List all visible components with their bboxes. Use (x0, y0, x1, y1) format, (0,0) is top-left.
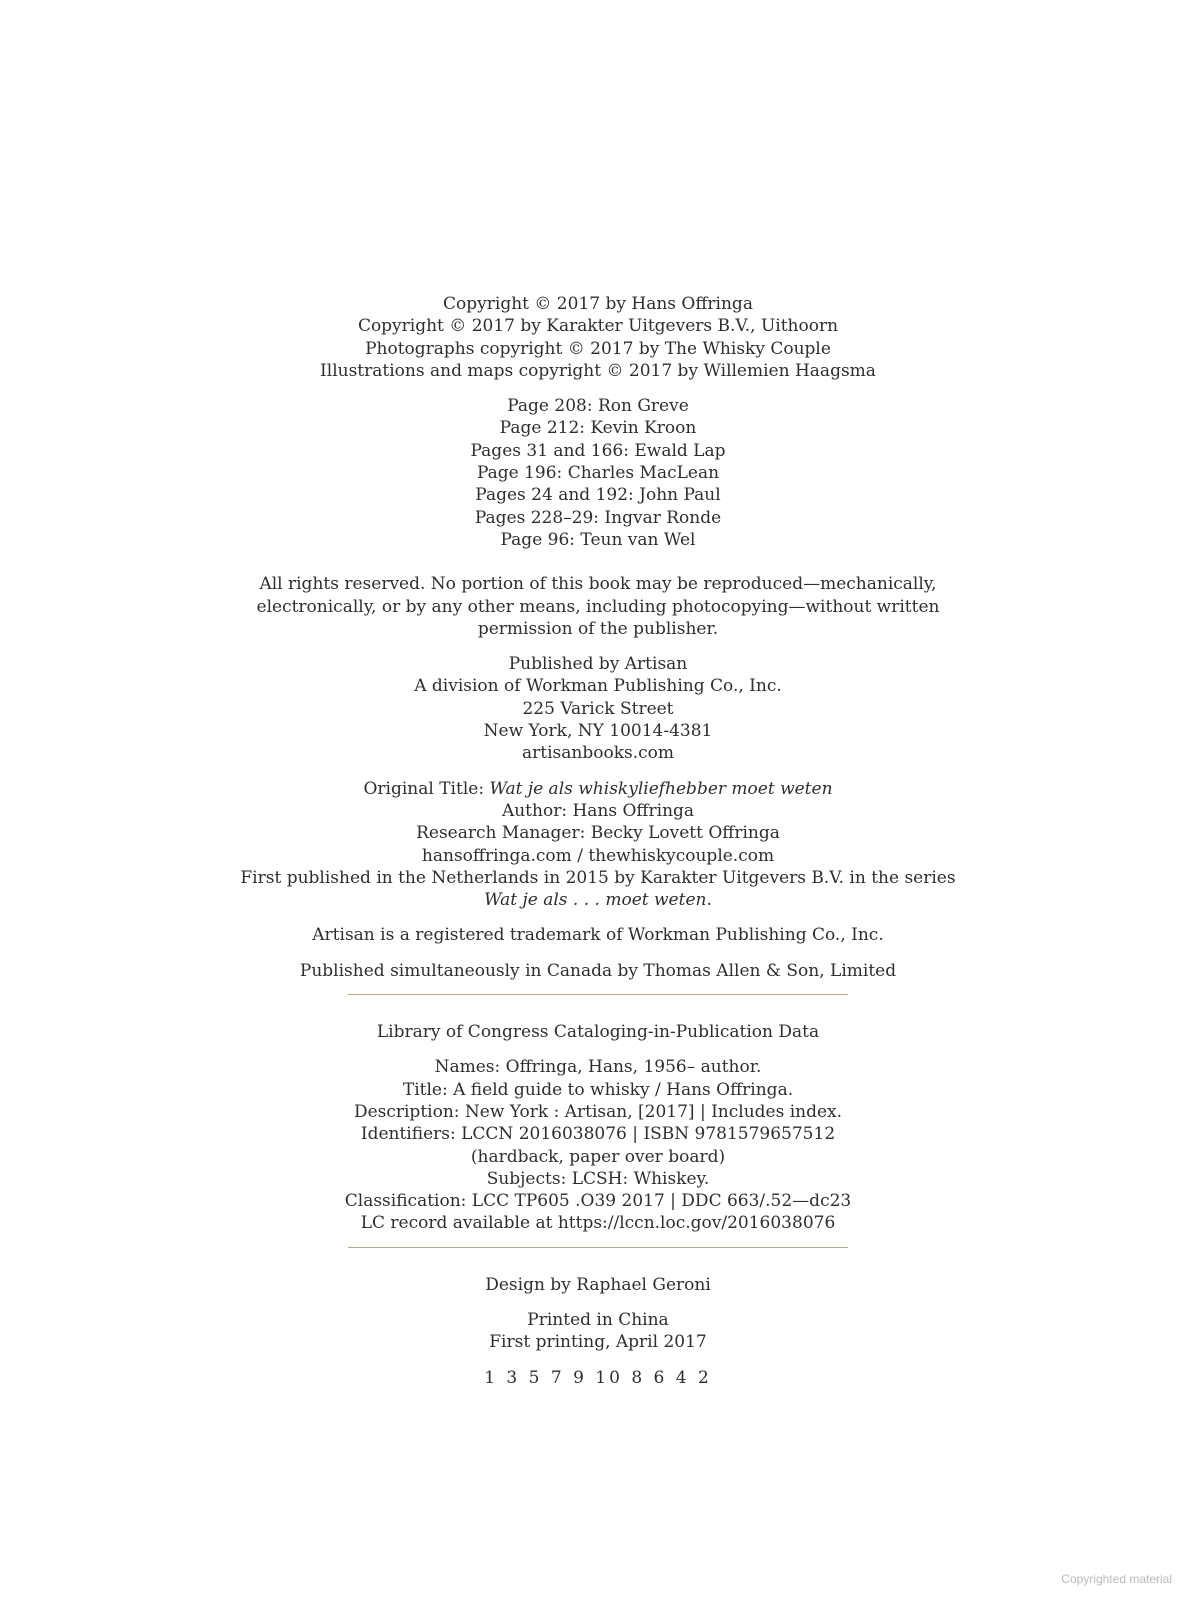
rights-line: All rights reserved. No portion of this book may be reproduced—mechanically, (259, 574, 937, 595)
publisher-line: Published by Artisan (508, 654, 688, 675)
canada-notice: Published simultaneously in Canada by Thomas Allen & Son, Limited (299, 960, 897, 981)
photo-credit: Page 212: Kevin Kroon (499, 418, 697, 439)
websites-line: hansoffringa.com / thewhiskycouple.com (421, 845, 775, 866)
original-title-line (0, 778, 1196, 800)
publisher-block (0, 653, 1196, 764)
copyright-line: Copyright © 2017 by Karakter Uitgevers B.V., Uithoorn (357, 316, 839, 337)
photo-credit: Pages 228–29: Ingvar Ronde (474, 507, 722, 528)
series-title-line (0, 889, 1196, 911)
copyrighted-material-watermark: Copyrighted material (1061, 1572, 1172, 1586)
copyright-line: Photographs copyright © 2017 by The Whisky Couple (365, 338, 831, 359)
printing-line: Printed in China (527, 1309, 669, 1330)
design-credit: Design by Raphael Geroni (485, 1274, 711, 1295)
photo-credit: Page 208: Ron Greve (507, 396, 689, 417)
original-title-value: Wat je als whiskyliefhebber moet weten (489, 778, 833, 799)
rights-line: electronically, or by any other means, including photocopying—without written (256, 596, 940, 617)
rights-notice (0, 573, 1196, 640)
photo-credit: Page 96: Teun van Wel (500, 529, 696, 550)
photo-credit: Pages 24 and 192: John Paul (475, 485, 721, 506)
photo-credit: Page 196: Charles MacLean (476, 463, 720, 484)
cip-line: LC record available at https://lccn.loc.gov/2016038076 (360, 1213, 836, 1234)
copyright-block (0, 293, 1196, 382)
cip-heading: Library of Congress Cataloging-in-Publication Data (376, 1022, 820, 1043)
publisher-website: artisanbooks.com (522, 743, 674, 764)
original-title-label: Original Title: (363, 778, 490, 799)
copyright-page (0, 293, 1196, 1389)
photo-credits-block (0, 395, 1196, 551)
series-title: Wat je als . . . moet weten (484, 890, 707, 911)
publisher-line: 225 Varick Street (522, 698, 674, 719)
copyright-line: Illustrations and maps copyright © 2017 by Willemien Haagsma (320, 360, 876, 381)
cip-line: (hardback, paper over board) (470, 1146, 726, 1167)
cip-line: Subjects: LCSH: Whiskey. (486, 1168, 710, 1189)
cip-block (0, 1021, 1196, 1235)
printing-line: First printing, April 2017 (489, 1332, 707, 1353)
cip-line: Identifiers: LCCN 2016038076 | ISBN 9781579657512 (360, 1124, 836, 1145)
cip-line: Description: New York : Artisan, [2017] | Includes index. (353, 1101, 843, 1122)
print-numbers: 1 3 5 7 9 10 8 6 4 2 (484, 1367, 712, 1388)
first-published-line: First published in the Netherlands in 2015 by Karakter Uitgevers B.V. in the series (240, 867, 956, 888)
author-line: Author: Hans Offringa (501, 800, 695, 821)
photo-credit: Pages 31 and 166: Ewald Lap (470, 440, 726, 461)
cip-line: Classification: LCC TP605 .O39 2017 | DDC 663/.52—dc23 (344, 1191, 852, 1212)
rights-line: permission of the publisher. (477, 618, 719, 639)
original-edition-block (0, 778, 1196, 912)
publisher-line: New York, NY 10014-4381 (483, 721, 713, 742)
copyright-line: Copyright © 2017 by Hans Offringa (443, 294, 753, 314)
printing-block (0, 1309, 1196, 1354)
research-manager-line: Research Manager: Becky Lovett Offringa (416, 823, 780, 844)
cip-line: Title: A field guide to whisky / Hans Offringa. (402, 1079, 794, 1100)
series-period: . (706, 890, 712, 911)
trademark-notice: Artisan is a registered trademark of Workman Publishing Co., Inc. (312, 925, 884, 946)
cip-line: Names: Offringa, Hans, 1956– author. (434, 1057, 762, 1078)
publisher-line: A division of Workman Publishing Co., Inc. (414, 676, 782, 697)
